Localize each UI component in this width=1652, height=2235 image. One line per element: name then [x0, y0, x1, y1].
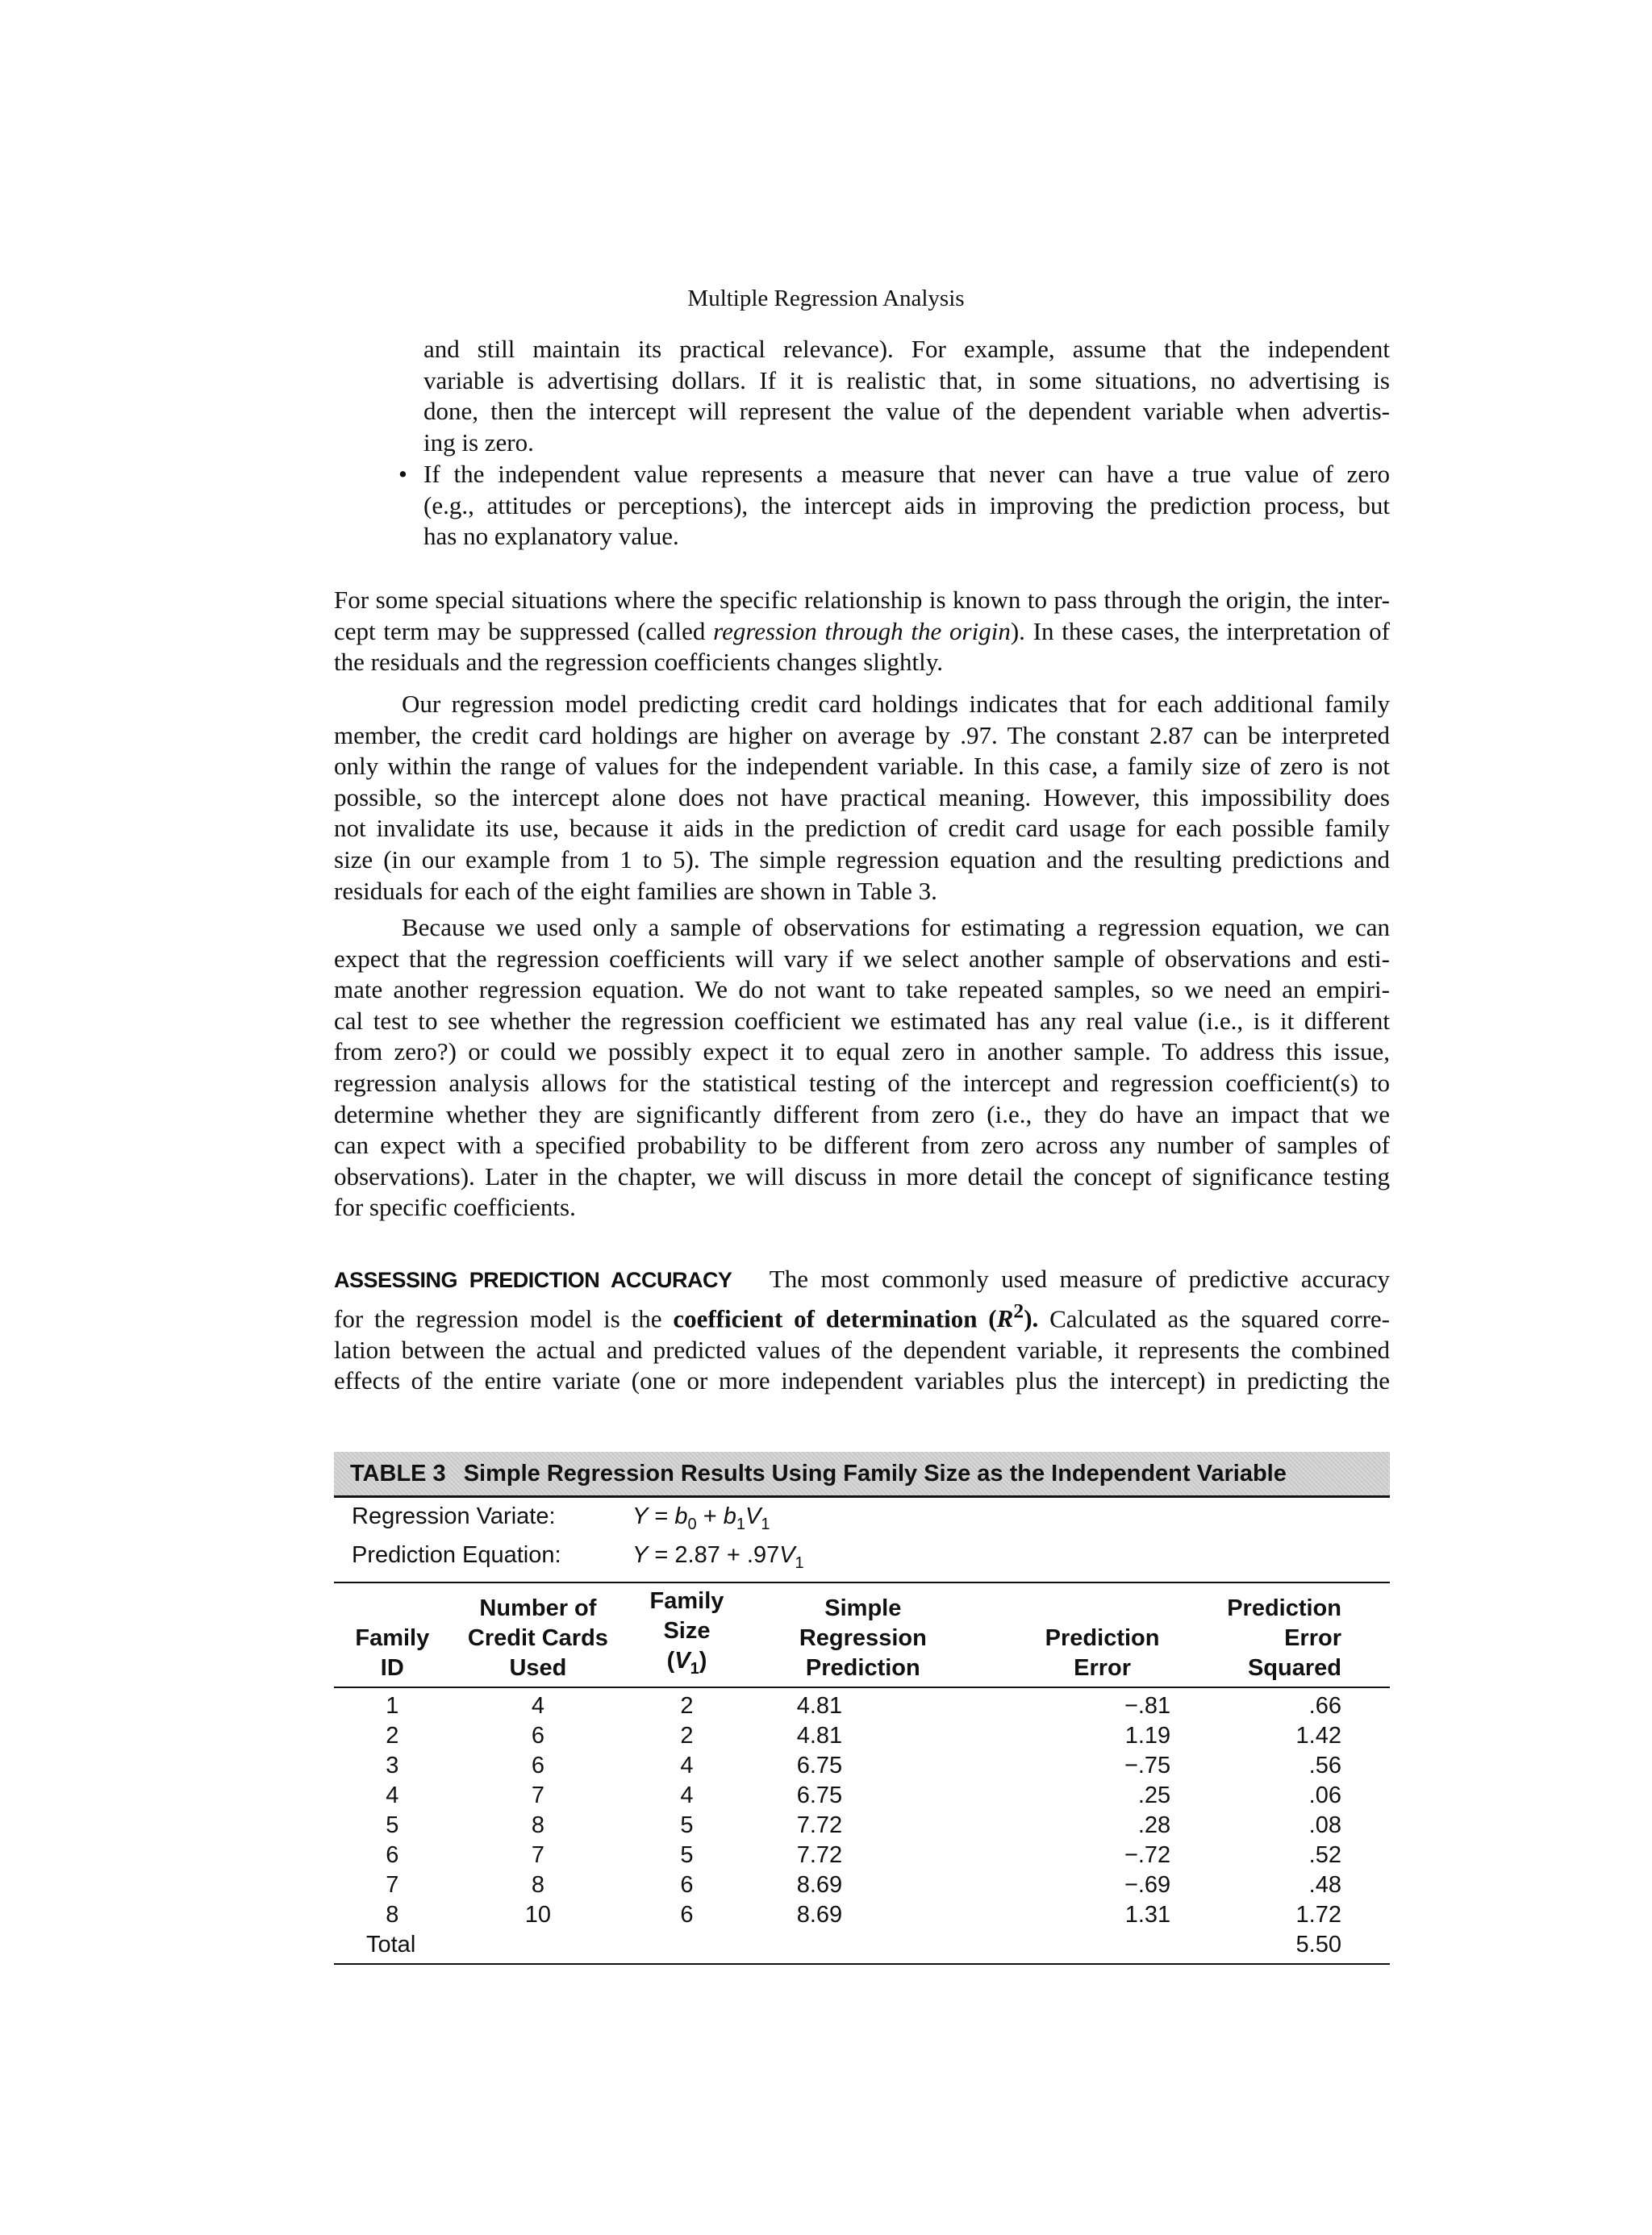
header-cards-used: Number of Credit Cards Used: [451, 1583, 626, 1688]
text-line: from zero?) or could we possibly expect it to equal zero in another sample. To address this issue,: [334, 1037, 1390, 1066]
header-family-id: Family ID: [334, 1583, 451, 1688]
cell-error: .28: [1137, 1812, 1171, 1839]
text-line: effects of the entire variate (one or more independent variables plus the intercept) in predicting the: [334, 1366, 1390, 1395]
text-line: determine whether they are significantly different from zero (i.e., they do have an impact that we: [334, 1099, 1390, 1128]
cell-family-id: 3: [386, 1753, 399, 1779]
text-line: cept term may be suppressed (called regression through the origin). In these cases, the interpretation of: [334, 616, 1390, 645]
header-error-squared: Prediction Error Squared: [1227, 1583, 1390, 1688]
cell-error-squared: .56: [1308, 1753, 1341, 1779]
cell-family-size: 6: [680, 1902, 694, 1929]
variate-formula: $Y = b_0 + b_1V_1$: [632, 1503, 770, 1533]
cell-cards-used: 6: [531, 1723, 544, 1749]
table-caption: [334, 1452, 1390, 1495]
cell-error-squared: 1.42: [1295, 1723, 1341, 1749]
cell-family-id: 4: [386, 1783, 399, 1809]
text-line: has no explanatory value.: [423, 522, 679, 551]
cell-family-id: 6: [386, 1842, 399, 1869]
cell-cards-used: 6: [531, 1753, 544, 1779]
text-line: (e.g., attitudes or perceptions), the intercept aids in improving the prediction process, but: [423, 490, 1390, 519]
table-row: [334, 1900, 1390, 1930]
cell-prediction: 6.75: [796, 1783, 843, 1809]
cell-cards-used: 10: [524, 1902, 552, 1929]
cell-prediction: 7.72: [796, 1812, 843, 1839]
text-line: ing is zero.: [423, 427, 534, 457]
equation-block: [334, 1498, 1390, 1582]
header-family-size: Family Size $(V_1)$: [625, 1583, 748, 1688]
text-line: size (in our example from 1 to 5). The simple regression equation and the resulting predictions and: [334, 844, 1390, 874]
text-line: expect that the regression coefficients will vary if we select another sample of observations and esti-: [334, 944, 1390, 973]
bold-term: coefficient of determination: [673, 1303, 978, 1332]
cell-prediction: 4.81: [796, 1693, 843, 1720]
bullet-paragraph: [423, 459, 1390, 552]
cell-prediction: 6.75: [796, 1753, 843, 1779]
paragraph-model: [334, 689, 1390, 907]
table-row: [334, 1687, 1390, 1721]
table-row: [334, 1870, 1390, 1900]
cell-error: −.75: [1124, 1753, 1171, 1779]
running-head: Multiple Regression Analysis: [687, 286, 965, 311]
text-line: the residuals and the regression coefficients changes slightly.: [334, 648, 943, 677]
text-line: Because we used only a sample of observations for estimating a regression equation, we can: [402, 913, 1390, 941]
paragraph-accuracy: [334, 1264, 1390, 1397]
text-line: variable is advertising dollars. If it is realistic that, in some situations, no advertising is: [423, 365, 1390, 394]
section-runin-heading: ASSESSING PREDICTION ACCURACY: [334, 1268, 732, 1292]
table-row: [334, 1781, 1390, 1811]
table-number: TABLE 3: [350, 1461, 446, 1487]
variate-label: Regression Variate:: [352, 1503, 556, 1529]
total-label: Total: [334, 1930, 451, 1964]
cell-family-size: 4: [680, 1783, 694, 1809]
paragraph-origin: [334, 585, 1390, 678]
cell-cards-used: 8: [531, 1872, 544, 1899]
table-title: Simple Regression Results Using Family Size as the Independent Variable: [463, 1461, 1287, 1487]
data-table: [334, 1583, 1390, 1966]
text-line: cal test to see whether the regression coefficient we estimated has any real value (i.e., is it different: [334, 1006, 1390, 1035]
cell-cards-used: 7: [531, 1783, 544, 1809]
table-total-row: [334, 1930, 1390, 1964]
text-line: Our regression model predicting credit card holdings indicates that for each additional family: [402, 690, 1390, 718]
cell-prediction: 4.81: [796, 1723, 843, 1749]
cell-prediction: 8.69: [796, 1902, 843, 1929]
cell-error: .25: [1137, 1783, 1171, 1809]
text-line: regression analysis allows for the statistical testing of the intercept and regression coefficient(s) to: [334, 1068, 1390, 1097]
text-line: mate another regression equation. We do not want to take repeated samples, so we need an empiri-: [334, 975, 1390, 1004]
text-line: possible, so the intercept alone does not have practical meaning. However, this impossibility does: [334, 782, 1390, 811]
table-row: [334, 1751, 1390, 1781]
text-line: residuals for each of the eight families are shown in Table 3.: [334, 876, 937, 905]
cell-family-id: 8: [386, 1902, 399, 1929]
header-error: Prediction Error: [978, 1583, 1227, 1688]
cell-error: 1.31: [1124, 1902, 1171, 1929]
cell-cards-used: 7: [531, 1842, 544, 1869]
cell-family-id: 1: [386, 1693, 399, 1720]
cell-family-size: 5: [680, 1812, 694, 1839]
bullet-marker-icon: •: [398, 460, 407, 488]
text-line: observations). Later in the chapter, we will discuss in more detail the concept of significance testing: [334, 1161, 1390, 1190]
equation-label: Prediction Equation:: [352, 1541, 561, 1568]
text-line: for specific coefficients.: [334, 1193, 576, 1222]
cell-family-size: 4: [680, 1753, 694, 1779]
cell-family-size: 2: [680, 1723, 694, 1749]
text-line: not invalidate its use, because it aids in the prediction of credit card usage for each possible family: [334, 814, 1390, 843]
text-line: and still maintain its practical relevance). For example, assume that the independent: [423, 335, 1390, 363]
text-line: for the regression model is the coefficient of determination $(R^2)$. Calculated as the squared corre-: [334, 1299, 1390, 1332]
cell-error-squared: .06: [1308, 1783, 1341, 1809]
text-line: lation between the actual and predicted values of the dependent variable, it represents the combined: [334, 1335, 1390, 1364]
text-line: member, the credit card holdings are higher on average by .97. The constant 2.87 can be interpreted: [334, 720, 1390, 749]
text-line: can expect with a specified probability to be different from zero across any number of samples of: [334, 1131, 1390, 1160]
paragraph-sample: [334, 912, 1390, 1224]
table-row: [334, 1721, 1390, 1751]
text-line: done, then the intercept will represent the value of the dependent variable when advertis-: [423, 397, 1390, 426]
header-prediction: Simple Regression Prediction: [749, 1583, 978, 1688]
cell-error: 1.19: [1124, 1723, 1171, 1749]
cell-family-size: 2: [680, 1693, 694, 1720]
cell-prediction: 7.72: [796, 1842, 843, 1869]
regression-results-table: [334, 1452, 1390, 1965]
cell-family-id: 5: [386, 1812, 399, 1839]
cell-family-size: 5: [680, 1842, 694, 1869]
cell-error: −.72: [1124, 1842, 1171, 1869]
cell-cards-used: 4: [531, 1693, 544, 1720]
text-line: For some special situations where the specific relationship is known to pass through the origin, the inter-: [334, 586, 1390, 614]
cell-error-squared: .08: [1308, 1812, 1341, 1839]
text-line: If the independent value represents a measure that never can have a true value of zero: [423, 460, 1390, 488]
table-row: [334, 1841, 1390, 1870]
cell-prediction: 8.69: [796, 1872, 843, 1899]
cell-family-id: 7: [386, 1872, 399, 1899]
cell-family-size: 6: [680, 1872, 694, 1899]
table-row: [334, 1811, 1390, 1841]
text-line: ASSESSING PREDICTION ACCURACY The most commonly used measure of predictive accuracy: [334, 1265, 1390, 1293]
cell-error-squared: .66: [1308, 1693, 1341, 1720]
cell-error-squared: 1.72: [1295, 1902, 1341, 1929]
equation-formula: $Y = 2.87 + .97V_1$: [632, 1541, 804, 1572]
cell-error: −.81: [1124, 1693, 1171, 1720]
intro-continuation-paragraph: [423, 334, 1390, 458]
cell-cards-used: 8: [531, 1812, 544, 1839]
total-value: 5.50: [1227, 1930, 1390, 1964]
text-line: only within the range of values for the independent variable. In this case, a family size of zero is not: [334, 752, 1390, 781]
emphasis-term: regression through the origin: [713, 616, 1011, 645]
cell-error-squared: .48: [1308, 1872, 1341, 1899]
cell-family-id: 2: [386, 1723, 399, 1749]
cell-error-squared: .52: [1308, 1842, 1341, 1869]
cell-error: −.69: [1124, 1872, 1171, 1899]
